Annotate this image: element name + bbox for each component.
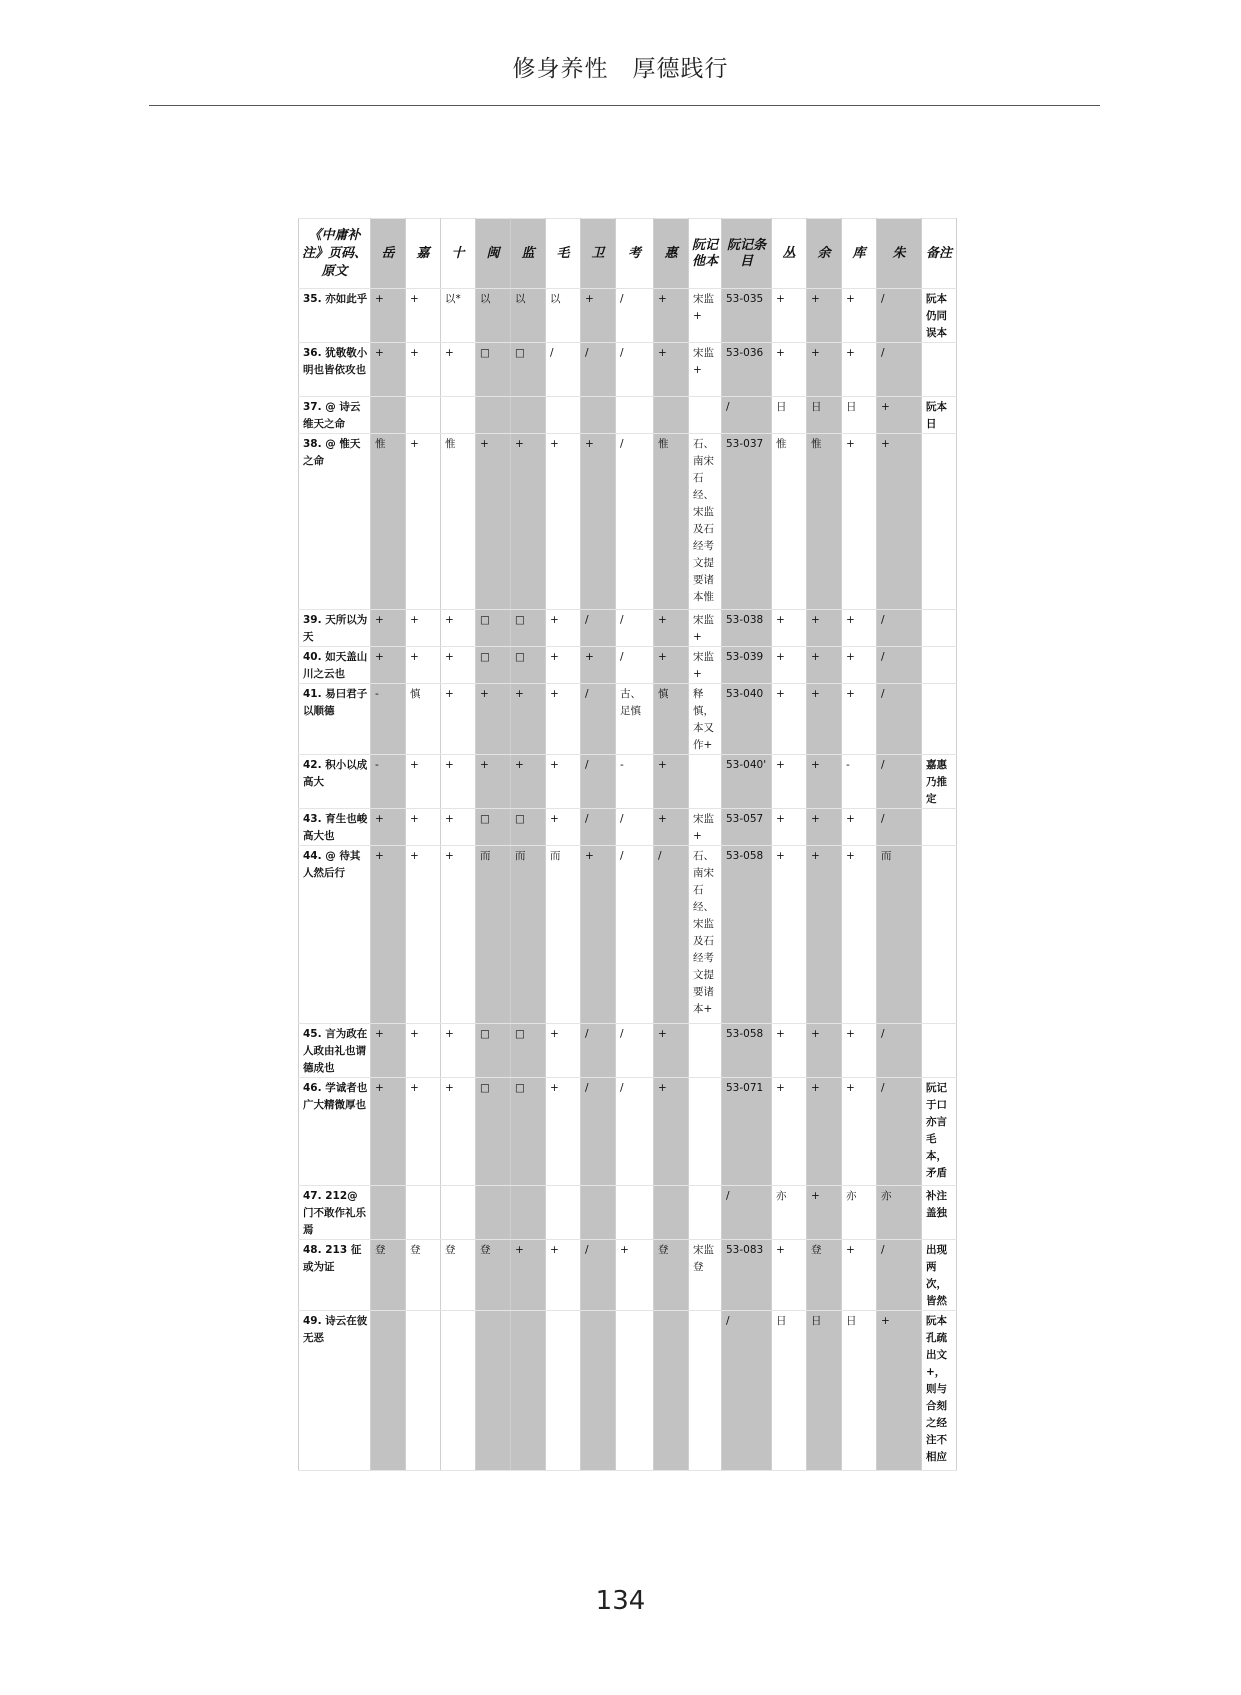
table-cell: + bbox=[842, 1024, 877, 1078]
table-cell bbox=[406, 397, 441, 434]
table-cell bbox=[441, 1186, 476, 1240]
table-cell bbox=[441, 1311, 476, 1471]
table-cell: / bbox=[877, 1240, 922, 1311]
table-cell: + bbox=[842, 610, 877, 647]
table-cell: 而 bbox=[546, 846, 581, 1024]
table-cell: / bbox=[616, 1078, 654, 1186]
note-cell: 阮记于口亦言毛本，矛盾 bbox=[922, 1078, 957, 1186]
table-cell: + bbox=[842, 846, 877, 1024]
row-label-cell: 47. 212@门不敢作礼乐焉 bbox=[299, 1186, 371, 1240]
table-cell: □ bbox=[511, 1024, 546, 1078]
table-cell: + bbox=[546, 755, 581, 809]
table-cell: 53-057 bbox=[722, 809, 772, 846]
table-cell: 石、南宋石经、宋监及石经考文提要诸本惟 bbox=[689, 434, 722, 610]
note-cell bbox=[922, 684, 957, 755]
table-cell: 慎 bbox=[406, 684, 441, 755]
table-cell: 登 bbox=[807, 1240, 842, 1311]
table-row bbox=[299, 1186, 957, 1240]
table-cell: / bbox=[616, 343, 654, 397]
table-cell: 登 bbox=[654, 1240, 689, 1311]
note-cell bbox=[922, 343, 957, 397]
column-header-11: 阮记条目 bbox=[722, 219, 772, 289]
table-cell: 释慎，本又作+ bbox=[689, 684, 722, 755]
table-cell: / bbox=[581, 1024, 616, 1078]
table-cell: + bbox=[772, 809, 807, 846]
table-cell: + bbox=[654, 1024, 689, 1078]
row-label-cell: 41. 易曰君子以顺德 bbox=[299, 684, 371, 755]
table-cell: / bbox=[581, 1240, 616, 1311]
table-cell: + bbox=[546, 1240, 581, 1311]
table-cell: + bbox=[877, 397, 922, 434]
table-row bbox=[299, 289, 957, 343]
table-row bbox=[299, 809, 957, 846]
table-cell: + bbox=[772, 1024, 807, 1078]
table-cell: + bbox=[371, 610, 406, 647]
table-cell bbox=[616, 1311, 654, 1471]
table-cell bbox=[581, 1186, 616, 1240]
table-cell: □ bbox=[511, 647, 546, 684]
table-cell: / bbox=[616, 647, 654, 684]
table-cell: 以* bbox=[441, 289, 476, 343]
table-cell: 日 bbox=[772, 1311, 807, 1471]
table-cell: + bbox=[807, 647, 842, 684]
table-cell: + bbox=[842, 647, 877, 684]
row-label-cell: 38. @ 惟天之命 bbox=[299, 434, 371, 610]
row-label-cell: 35. 亦如此乎 bbox=[299, 289, 371, 343]
column-header-15: 朱 bbox=[877, 219, 922, 289]
table-cell: + bbox=[654, 343, 689, 397]
table-cell: 而 bbox=[511, 846, 546, 1024]
table-cell: 53-058 bbox=[722, 846, 772, 1024]
table-cell: + bbox=[546, 1078, 581, 1186]
collation-table-container bbox=[298, 218, 957, 1471]
row-label-cell: 42. 积小以成高大 bbox=[299, 755, 371, 809]
table-cell: / bbox=[877, 684, 922, 755]
table-cell: 登 bbox=[476, 1240, 511, 1311]
column-header-10: 阮记他本 bbox=[689, 219, 722, 289]
table-cell: □ bbox=[476, 809, 511, 846]
table-cell: + bbox=[807, 1078, 842, 1186]
table-cell: + bbox=[406, 647, 441, 684]
table-cell: + bbox=[371, 1078, 406, 1186]
table-cell bbox=[511, 1311, 546, 1471]
column-header-5: 监 bbox=[511, 219, 546, 289]
table-cell: - bbox=[371, 755, 406, 809]
table-cell: + bbox=[546, 684, 581, 755]
table-cell: / bbox=[877, 647, 922, 684]
table-cell: 53-035 bbox=[722, 289, 772, 343]
table-cell bbox=[689, 1078, 722, 1186]
table-cell bbox=[406, 1186, 441, 1240]
table-cell: + bbox=[371, 343, 406, 397]
table-cell: 而 bbox=[877, 846, 922, 1024]
table-cell: 53-083 bbox=[722, 1240, 772, 1311]
table-cell: + bbox=[842, 434, 877, 610]
table-cell: + bbox=[371, 647, 406, 684]
table-cell: + bbox=[842, 809, 877, 846]
table-cell: 以 bbox=[546, 289, 581, 343]
table-cell bbox=[476, 1311, 511, 1471]
table-cell: + bbox=[546, 809, 581, 846]
table-cell: + bbox=[441, 755, 476, 809]
table-cell: 53-058 bbox=[722, 1024, 772, 1078]
table-cell: + bbox=[654, 809, 689, 846]
table-cell: / bbox=[877, 755, 922, 809]
column-header-0: 《中庸补注》页码、原文 bbox=[299, 219, 371, 289]
table-cell: - bbox=[616, 755, 654, 809]
table-cell: □ bbox=[476, 1078, 511, 1186]
table-cell: 宋监登 bbox=[689, 1240, 722, 1311]
table-cell: + bbox=[511, 684, 546, 755]
table-cell: + bbox=[581, 434, 616, 610]
table-row bbox=[299, 1240, 957, 1311]
column-header-2: 嘉 bbox=[406, 219, 441, 289]
table-cell: + bbox=[807, 809, 842, 846]
row-label-cell: 36. 犹敬敬小明也皆依攻也 bbox=[299, 343, 371, 397]
page-header-title: 修身养性 厚德践行 bbox=[512, 56, 729, 82]
table-cell: + bbox=[476, 684, 511, 755]
table-row bbox=[299, 1311, 957, 1471]
table-cell: + bbox=[406, 289, 441, 343]
note-cell bbox=[922, 434, 957, 610]
table-cell: + bbox=[441, 343, 476, 397]
table-cell: + bbox=[441, 610, 476, 647]
table-cell: + bbox=[441, 647, 476, 684]
table-cell: 惟 bbox=[371, 434, 406, 610]
table-cell: + bbox=[842, 1240, 877, 1311]
table-cell: / bbox=[581, 610, 616, 647]
table-cell: / bbox=[581, 343, 616, 397]
table-cell: 登 bbox=[406, 1240, 441, 1311]
row-label-cell: 48. 213 征或为证 bbox=[299, 1240, 371, 1311]
table-cell: / bbox=[877, 1024, 922, 1078]
row-label-cell: 40. 如天盖山川之云也 bbox=[299, 647, 371, 684]
table-cell: + bbox=[772, 1240, 807, 1311]
table-row bbox=[299, 755, 957, 809]
table-cell: + bbox=[371, 809, 406, 846]
table-cell: + bbox=[406, 434, 441, 610]
table-cell: 亦 bbox=[877, 1186, 922, 1240]
column-header-3: 十 bbox=[441, 219, 476, 289]
table-cell: / bbox=[722, 397, 772, 434]
table-cell: / bbox=[616, 289, 654, 343]
note-cell: 补注盖独 bbox=[922, 1186, 957, 1240]
table-cell bbox=[654, 1311, 689, 1471]
table-cell: + bbox=[807, 1024, 842, 1078]
table-cell: / bbox=[546, 343, 581, 397]
table-cell bbox=[546, 1186, 581, 1240]
column-header-1: 岳 bbox=[371, 219, 406, 289]
table-cell: 日 bbox=[807, 1311, 842, 1471]
table-row bbox=[299, 610, 957, 647]
table-cell: 石、南宋石经、宋监及石经考文提要诸本+ bbox=[689, 846, 722, 1024]
table-cell: + bbox=[772, 610, 807, 647]
table-cell: / bbox=[722, 1311, 772, 1471]
table-cell: / bbox=[877, 809, 922, 846]
table-cell: + bbox=[654, 289, 689, 343]
table-row bbox=[299, 684, 957, 755]
table-cell: / bbox=[654, 846, 689, 1024]
table-cell: 亦 bbox=[772, 1186, 807, 1240]
column-header-8: 考 bbox=[616, 219, 654, 289]
table-cell: 53-039 bbox=[722, 647, 772, 684]
table-cell: 宋监+ bbox=[689, 343, 722, 397]
table-cell bbox=[689, 1311, 722, 1471]
table-cell: 以 bbox=[511, 289, 546, 343]
table-cell bbox=[546, 1311, 581, 1471]
row-label-cell: 46. 学诚者也广大精微厚也 bbox=[299, 1078, 371, 1186]
table-row bbox=[299, 1024, 957, 1078]
table-cell bbox=[511, 1186, 546, 1240]
table-row bbox=[299, 434, 957, 610]
table-cell: 惟 bbox=[807, 434, 842, 610]
table-cell: □ bbox=[511, 343, 546, 397]
table-cell bbox=[616, 1186, 654, 1240]
table-cell: + bbox=[772, 289, 807, 343]
table-cell bbox=[371, 1311, 406, 1471]
table-cell: + bbox=[546, 647, 581, 684]
table-cell: / bbox=[877, 289, 922, 343]
table-cell: □ bbox=[511, 610, 546, 647]
table-cell bbox=[476, 1186, 511, 1240]
table-cell: + bbox=[772, 343, 807, 397]
table-cell: + bbox=[406, 343, 441, 397]
note-cell: 阮本日 bbox=[922, 397, 957, 434]
table-cell: / bbox=[616, 434, 654, 610]
table-cell: + bbox=[807, 343, 842, 397]
table-cell: / bbox=[877, 610, 922, 647]
table-cell: 惟 bbox=[441, 434, 476, 610]
table-cell: + bbox=[807, 1186, 842, 1240]
table-cell: / bbox=[877, 1078, 922, 1186]
table-cell: - bbox=[842, 755, 877, 809]
column-header-4: 闽 bbox=[476, 219, 511, 289]
table-cell: + bbox=[807, 755, 842, 809]
table-cell: + bbox=[877, 434, 922, 610]
table-cell: + bbox=[441, 809, 476, 846]
table-cell: 宋监+ bbox=[689, 289, 722, 343]
table-cell bbox=[689, 397, 722, 434]
note-cell bbox=[922, 846, 957, 1024]
table-cell: + bbox=[654, 1078, 689, 1186]
table-cell bbox=[654, 1186, 689, 1240]
table-cell: + bbox=[476, 434, 511, 610]
table-cell: + bbox=[772, 846, 807, 1024]
table-cell: + bbox=[654, 647, 689, 684]
table-cell: 以 bbox=[476, 289, 511, 343]
table-cell: + bbox=[807, 610, 842, 647]
column-header-9: 惠 bbox=[654, 219, 689, 289]
table-row bbox=[299, 1078, 957, 1186]
table-cell bbox=[371, 397, 406, 434]
table-cell: □ bbox=[476, 1024, 511, 1078]
table-cell: / bbox=[581, 684, 616, 755]
column-header-12: 丛 bbox=[772, 219, 807, 289]
table-cell bbox=[654, 397, 689, 434]
table-cell: + bbox=[654, 610, 689, 647]
table-cell: + bbox=[511, 434, 546, 610]
table-cell: 53-071 bbox=[722, 1078, 772, 1186]
table-cell: + bbox=[511, 755, 546, 809]
table-cell: 53-040 bbox=[722, 684, 772, 755]
table-cell: + bbox=[546, 434, 581, 610]
table-cell: + bbox=[476, 755, 511, 809]
table-cell bbox=[689, 1024, 722, 1078]
table-cell: 53-040' bbox=[722, 755, 772, 809]
table-cell: + bbox=[842, 684, 877, 755]
table-cell: + bbox=[511, 1240, 546, 1311]
note-cell bbox=[922, 1024, 957, 1078]
table-cell: + bbox=[654, 755, 689, 809]
table-cell: + bbox=[406, 1078, 441, 1186]
table-cell bbox=[406, 1311, 441, 1471]
table-cell: 日 bbox=[842, 1311, 877, 1471]
row-label-cell: 45. 言为政在人政由礼也谓德成也 bbox=[299, 1024, 371, 1078]
table-cell: 登 bbox=[441, 1240, 476, 1311]
row-label-cell: 43. 育生也峻高大也 bbox=[299, 809, 371, 846]
table-cell: 53-036 bbox=[722, 343, 772, 397]
table-cell bbox=[689, 755, 722, 809]
table-cell: □ bbox=[511, 809, 546, 846]
column-header-14: 库 bbox=[842, 219, 877, 289]
table-cell: + bbox=[772, 684, 807, 755]
table-cell: 亦 bbox=[842, 1186, 877, 1240]
table-row bbox=[299, 846, 957, 1024]
table-cell: + bbox=[581, 846, 616, 1024]
note-cell: 阮本孔疏出文+，则与合刻之经注不相应 bbox=[922, 1311, 957, 1471]
table-cell bbox=[546, 397, 581, 434]
table-cell: 日 bbox=[807, 397, 842, 434]
note-cell: 阮本仍同误本 bbox=[922, 289, 957, 343]
table-cell: + bbox=[842, 289, 877, 343]
note-cell bbox=[922, 647, 957, 684]
table-cell: + bbox=[441, 1078, 476, 1186]
column-header-7: 卫 bbox=[581, 219, 616, 289]
table-cell: 日 bbox=[772, 397, 807, 434]
table-cell: + bbox=[406, 809, 441, 846]
table-cell: + bbox=[807, 846, 842, 1024]
table-cell bbox=[581, 397, 616, 434]
table-cell: 53-037 bbox=[722, 434, 772, 610]
table-cell: / bbox=[581, 755, 616, 809]
table-cell bbox=[476, 397, 511, 434]
table-cell: + bbox=[772, 1078, 807, 1186]
table-cell: 53-038 bbox=[722, 610, 772, 647]
note-cell: 嘉惠乃推定 bbox=[922, 755, 957, 809]
table-cell bbox=[581, 1311, 616, 1471]
table-cell: □ bbox=[476, 647, 511, 684]
table-cell: □ bbox=[511, 1078, 546, 1186]
collation-table bbox=[298, 218, 957, 1471]
table-cell: / bbox=[616, 1024, 654, 1078]
table-cell: □ bbox=[476, 343, 511, 397]
table-row bbox=[299, 647, 957, 684]
table-cell: + bbox=[581, 289, 616, 343]
note-cell: 出现两次，皆然 bbox=[922, 1240, 957, 1311]
table-cell: + bbox=[807, 684, 842, 755]
column-header-6: 毛 bbox=[546, 219, 581, 289]
table-cell: / bbox=[616, 809, 654, 846]
table-cell: 宋监+ bbox=[689, 647, 722, 684]
row-label-cell: 44. @ 待其人然后行 bbox=[299, 846, 371, 1024]
table-cell: / bbox=[616, 846, 654, 1024]
note-cell bbox=[922, 809, 957, 846]
table-cell: + bbox=[877, 1311, 922, 1471]
table-row bbox=[299, 343, 957, 397]
table-cell: + bbox=[772, 647, 807, 684]
table-row bbox=[299, 397, 957, 434]
table-cell: + bbox=[807, 289, 842, 343]
table-cell: + bbox=[406, 1024, 441, 1078]
table-cell: + bbox=[441, 684, 476, 755]
table-cell: + bbox=[772, 755, 807, 809]
table-cell: 古、足慎 bbox=[616, 684, 654, 755]
table-cell: 而 bbox=[476, 846, 511, 1024]
table-cell: + bbox=[371, 1024, 406, 1078]
table-cell: □ bbox=[476, 610, 511, 647]
table-cell: + bbox=[616, 1240, 654, 1311]
table-cell: / bbox=[616, 610, 654, 647]
table-cell: 日 bbox=[842, 397, 877, 434]
table-cell: 惟 bbox=[654, 434, 689, 610]
table-cell: + bbox=[441, 846, 476, 1024]
table-cell bbox=[511, 397, 546, 434]
table-cell: + bbox=[406, 610, 441, 647]
table-header-row bbox=[299, 219, 957, 289]
table-cell: + bbox=[546, 1024, 581, 1078]
table-cell bbox=[616, 397, 654, 434]
table-cell bbox=[441, 397, 476, 434]
table-cell: + bbox=[842, 343, 877, 397]
note-cell bbox=[922, 610, 957, 647]
column-header-13: 余 bbox=[807, 219, 842, 289]
row-label-cell: 49. 诗云在彼无恶 bbox=[299, 1311, 371, 1471]
table-cell: / bbox=[722, 1186, 772, 1240]
table-cell: 宋监+ bbox=[689, 809, 722, 846]
column-header-16: 备注 bbox=[922, 219, 957, 289]
row-label-cell: 37. @ 诗云维天之命 bbox=[299, 397, 371, 434]
table-cell: - bbox=[371, 684, 406, 755]
table-cell: / bbox=[581, 1078, 616, 1186]
table-cell: + bbox=[546, 610, 581, 647]
table-cell: + bbox=[371, 289, 406, 343]
table-cell: 慎 bbox=[654, 684, 689, 755]
table-cell: + bbox=[581, 647, 616, 684]
table-cell bbox=[371, 1186, 406, 1240]
table-cell: / bbox=[581, 809, 616, 846]
page-number: 134 bbox=[595, 1586, 646, 1616]
table-cell: + bbox=[406, 755, 441, 809]
table-cell: + bbox=[371, 846, 406, 1024]
table-cell bbox=[689, 1186, 722, 1240]
table-cell: 宋监+ bbox=[689, 610, 722, 647]
table-cell: + bbox=[441, 1024, 476, 1078]
table-cell: + bbox=[406, 846, 441, 1024]
table-cell: 惟 bbox=[772, 434, 807, 610]
header-divider bbox=[149, 105, 1100, 106]
row-label-cell: 39. 天所以为天 bbox=[299, 610, 371, 647]
table-cell: + bbox=[842, 1078, 877, 1186]
table-cell: 登 bbox=[371, 1240, 406, 1311]
table-cell: / bbox=[877, 343, 922, 397]
